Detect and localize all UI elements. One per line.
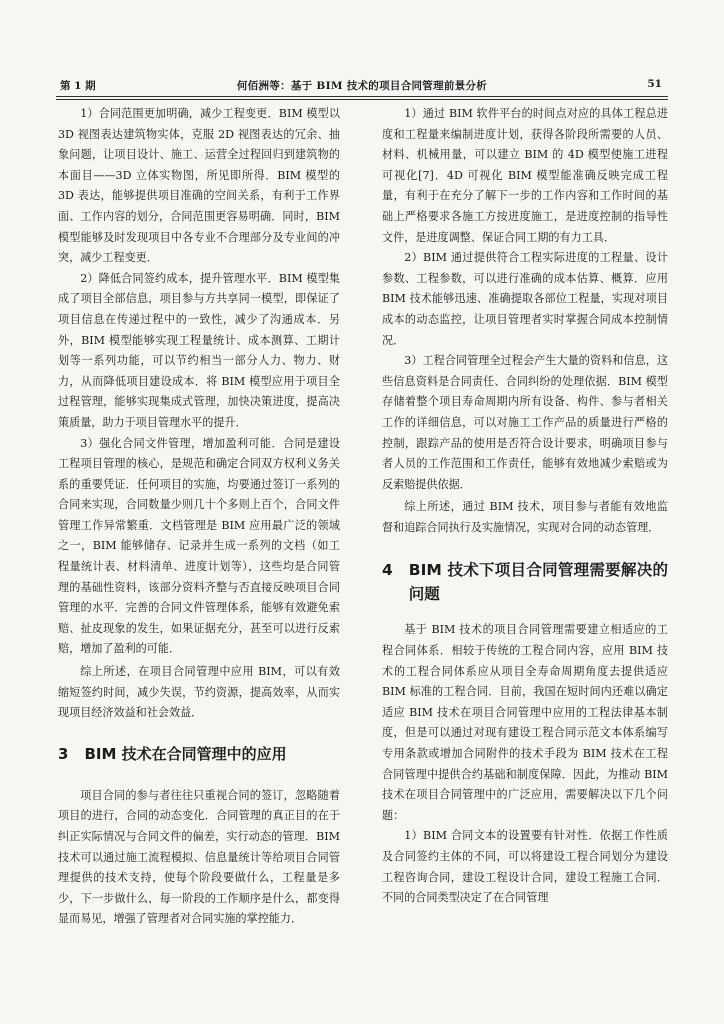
- header-rule: [56, 96, 668, 97]
- left-column: [58, 104, 340, 930]
- paragraph: 2）BIM 通过提供符合工程实际进度的工程量、设计参数、工程参数，可以进行准确的成本估算、概算．应用 BIM 技术能够迅速、准确提取各部位工程量，实现对项目成本的动态监控，让项目管理者实时掌握合同成本控制情况．: [382, 251, 668, 347]
- paragraph: 3）强化合同文件管理，增加盈利可能．合同是建设工程项目管理的核心，是规范和确定合同双方权利义务关系的重要凭证．任何项目的实施，均要通过签订一系列的合同来实现，合同数量少则几十个多则上百个，合同文件管理工作异常繁重．文档管理是 BIM 应用最广泛的领域之一，BIM 能够储存、记录并生成一系列的文档（如工程量统计表、材料清单、进度计划等），这些均是合同管理的基础性资料，该部分资料齐整与否直接反映项目合同管理的水平．完善的合同文件管理体系，能够有效避免索赔、扯皮现象的发生，如果证据充分，甚至可以进行反索赔，增加了盈利的可能．: [58, 436, 340, 656]
- section-title: BIM 技术下项目合同管理需要解决的问题: [408, 561, 668, 604]
- page-header: [56, 78, 668, 94]
- header-rule-thin: [56, 99, 668, 100]
- paragraph: 3）工程合同管理全过程会产生大量的资料和信息，这些信息资料是合同责任、合同纠纷的处理依据．BIM 模型存储着整个项目寿命周期内所有设备、构件、参与者相关工作的详细信息，可以对施工工作产品的质量进行严格的控制，跟踪产品的使用是否符合设计要求，明确项目参与者人员的工作范围和工作责任，能够有效地减少索赔或为反索赔提供依据．: [382, 354, 668, 491]
- section-title: BIM 技术在合同管理中的应用: [84, 744, 287, 763]
- paragraph: 综上所述，通过 BIM 技术，项目参与者能有效地监督和追踪合同执行及实施情况，实现对合同的动态管理．: [382, 500, 668, 534]
- paragraph: 1）BIM 合同文本的设置要有针对性．依据工作性质及合同签约主体的不同，可以将建设工程合同划分为建设工程咨询合同，建设工程设计合同，建设工程施工合同．不同的合同类型决定了在合同管理: [382, 829, 668, 905]
- section-heading-3: [58, 744, 340, 764]
- right-column: [382, 104, 668, 909]
- paragraph: 基于 BIM 技术的项目合同管理需要建立相适应的工程合同体系．相较于传统的工程合同内容，应用 BIM 技术的工程合同体系应从项目全寿命周期角度去提供适应 BIM 标准的工程合同．目前，我国在短时间内还难以确定适应 BIM 技术在项目合同管理中应用的工程法律基本制度，但是可以通过对现有建设工程合同示范文本体系编写专用条款或增加合同附件的技术手段为 BIM 技术在工程合同管理中提供合约基础和制度保障．因此，为推动 BIM 技术在项目合同管理中的广泛应用，需要解决以下几个问题：: [382, 623, 668, 822]
- paragraph: 1）合同范围更加明确，减少工程变更．BIM 模型以 3D 视图表达建筑物实体，克服 2D 视图表达的冗余、抽象问题，让项目设计、施工、运营全过程回归到建筑物的本面目——3D 立体实物图，所见即所得．BIM 模型的 3D 表达，能够提供项目准确的空间关系，有利于工作界面、工作内容的划分，合同范围更容易明确．同时，BIM 模型能够及时发现项目中各专业不合理部分及专业间的冲突，减少工程变更．: [58, 107, 340, 265]
- running-title: 何佰洲等：基于 BIM 技术的项目合同管理前景分析: [236, 80, 488, 92]
- paragraph: 2）降低合同签约成本，提升管理水平．BIM 模型集成了项目全部信息，项目参与方共享同一模型，即保证了项目信息在传递过程中的一致性，减少了沟通成本．另外，BIM 模型能够实现工程量统计、成本测算、工期计划等一系列功能，可以节约相当一部分人力、物力、财力，从而降低项目建设成本．将 BIM 模型应用于项目全过程管理，能够实现集成式管理，加快决策进度，提高决策质量，助力于项目管理水平的提升．: [58, 271, 340, 429]
- page-number: 51: [647, 78, 662, 90]
- paragraph: 1）通过 BIM 软件平台的时间点对应的具体工程总进度和工程量来编制进度计划，获得各阶段所需要的人员、材料、机械用量，可以建立 BIM 的 4D 模型使施工进程可视化[7]．4D 可视化 BIM 模型能准确反映完成工程量，有利于在充分了解下一步的工作内容和工作时间的基础上严格要求各施工方按进度施工，是进度控制的指导性文件，是进度调整、保证合同工期的有力工具．: [382, 107, 668, 244]
- section-number: 3: [58, 744, 69, 763]
- paragraph: 综上所述，在项目合同管理中应用 BIM，可以有效缩短签约时间，减少失误，节约资源，提高效率，从而实现项目经济效益和社会效益．: [58, 665, 340, 720]
- paragraph: 项目合同的参与者往往只重视合同的签订，忽略随着项目的进行，合同的动态变化．合同管理的真正目的在于纠正实际情况与合同文件的偏差，实行动态的管理．BIM 技术可以通过施工流程模拟、信息量统计等给项目合同管理提供的技术支持，使每个阶段要做什么，工程量是多少，下一步做什么，每一阶段的工作顺序是什么，都变得显而易见，增强了管理者对合同实施的掌控能力．: [58, 788, 340, 926]
- issue-label: 第 1 期: [60, 80, 96, 92]
- section-heading-4: [382, 558, 668, 606]
- section-number: 4: [382, 561, 393, 580]
